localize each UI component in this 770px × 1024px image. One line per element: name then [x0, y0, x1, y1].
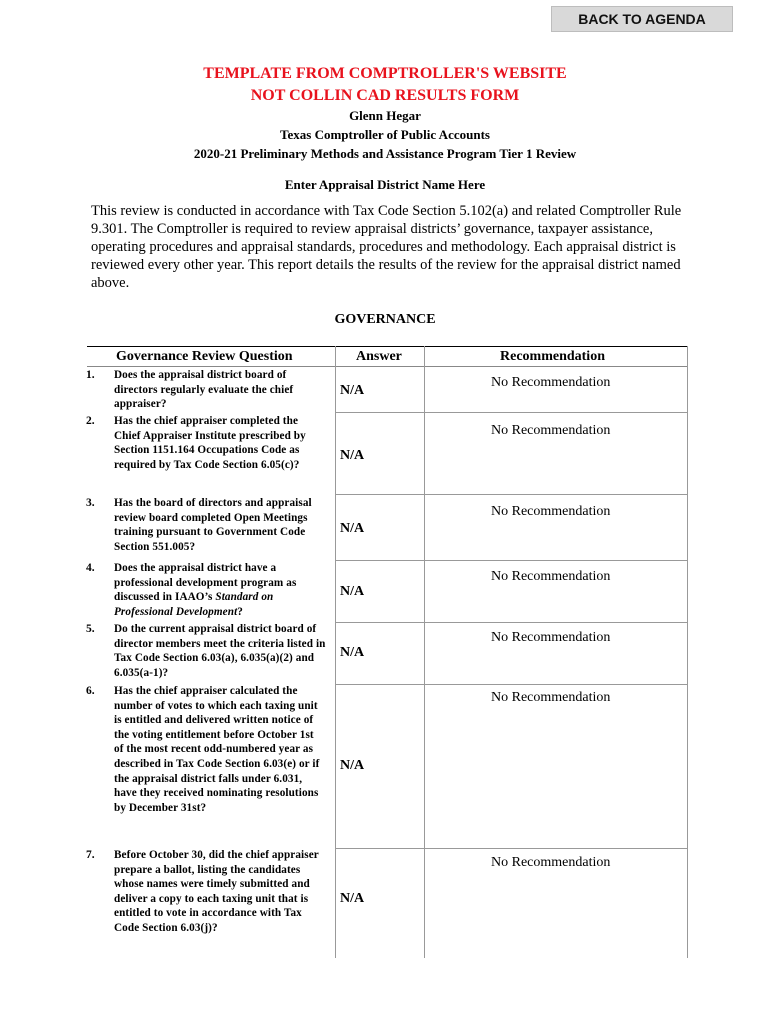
row-3-number: 3. [86, 497, 95, 509]
row-4-number: 4. [86, 562, 95, 574]
template-title-line2: NOT COLLIN CAD RESULTS FORM [250, 87, 520, 104]
row-5-number: 5. [86, 623, 95, 635]
back-to-agenda-button[interactable]: BACK TO AGENDA [551, 6, 733, 32]
row-7-answer: N/A [340, 891, 365, 906]
row-7-recommendation: No Recommendation [491, 855, 611, 870]
row-3-answer: N/A [340, 521, 365, 536]
district-name: Enter Appraisal District Name Here [284, 177, 486, 192]
col-question-header: Governance Review Question [116, 349, 293, 364]
row-6-answer: N/A [340, 758, 365, 773]
row-2-answer: N/A [340, 448, 365, 463]
review-title: 2020-21 Preliminary Methods and Assistance Program Tier 1 Review [193, 146, 577, 161]
row-3-recommendation: No Recommendation [491, 504, 611, 519]
row-6-recommendation: No Recommendation [491, 690, 611, 705]
row-5-answer: N/A [340, 645, 365, 660]
row-1-recommendation: No Recommendation [491, 375, 611, 390]
section-heading: GOVERNANCE [334, 312, 436, 327]
col-recommendation-header: Recommendation [500, 349, 605, 364]
row-1-answer: N/A [340, 383, 365, 398]
row-4-recommendation: No Recommendation [491, 569, 611, 584]
row-7-question: Before October 30, did the chief appraiser prepare a ballot, listing the candidates whose names were timely submitted and deliver a copy to each taxing unit that is entitled to vote in accordance with Tax Code Section 6.03(j)? [114, 849, 319, 934]
row-5-recommendation: No Recommendation [491, 630, 611, 645]
comptroller-name: Glenn Hegar [349, 108, 421, 123]
col-answer-header: Answer [356, 349, 402, 364]
row-6-question: Has the chief appraiser calculated the number of votes to which each taxing unit is entitled and delivered written notice of the voting entitlement before October 1st of the most recent odd-numbered year as described in Tax Code Section 6.03(e) or if the appraisal district falls under 6.031, have they received nominating resolutions by December 31st? [114, 685, 320, 814]
comptroller-office: Texas Comptroller of Public Accounts [280, 127, 490, 142]
row-3-question: Has the board of directors and appraisal review board completed Open Meetings training pursuant to Government Code Section 551.005? [114, 497, 312, 553]
row-2-question: Has the chief appraiser completed the Chief Appraiser Institute prescribed by Section 1151.164 Occupations Code as required by Tax Code Section 6.05(c)? [114, 415, 306, 471]
intro-paragraph: This review is conducted in accordance with Tax Code Section 5.102(a) and related Comptroller Rule 9.301. The Comptroller is required to review appraisal districts’ governance, taxpayer assistance, operating procedures and appraisal standards, procedures and methodology. Each appraisal district is reviewed every other year. This report details the results of the review for the appraisal district named above. [91, 203, 682, 291]
row-4-question: Does the appraisal district have a professional development program as discussed in IAAO’s Standard on Professional Development? [114, 562, 297, 618]
row-6-number: 6. [86, 685, 95, 697]
row-1-question: Does the appraisal district board of directors regularly evaluate the chief appraiser? [114, 369, 294, 411]
row-1-number: 1. [86, 369, 95, 381]
row-2-number: 2. [86, 415, 95, 427]
template-title-line1: TEMPLATE FROM COMPTROLLER'S WEBSITE [203, 65, 567, 82]
row-7-number: 7. [86, 849, 95, 861]
row-4-answer: N/A [340, 584, 365, 599]
row-5-question: Do the current appraisal district board of director members meet the criteria listed in Tax Code Section 6.03(a), 6.035(a)(2) and 6.035(a-1)? [114, 623, 326, 679]
row-2-recommendation: No Recommendation [491, 423, 611, 438]
